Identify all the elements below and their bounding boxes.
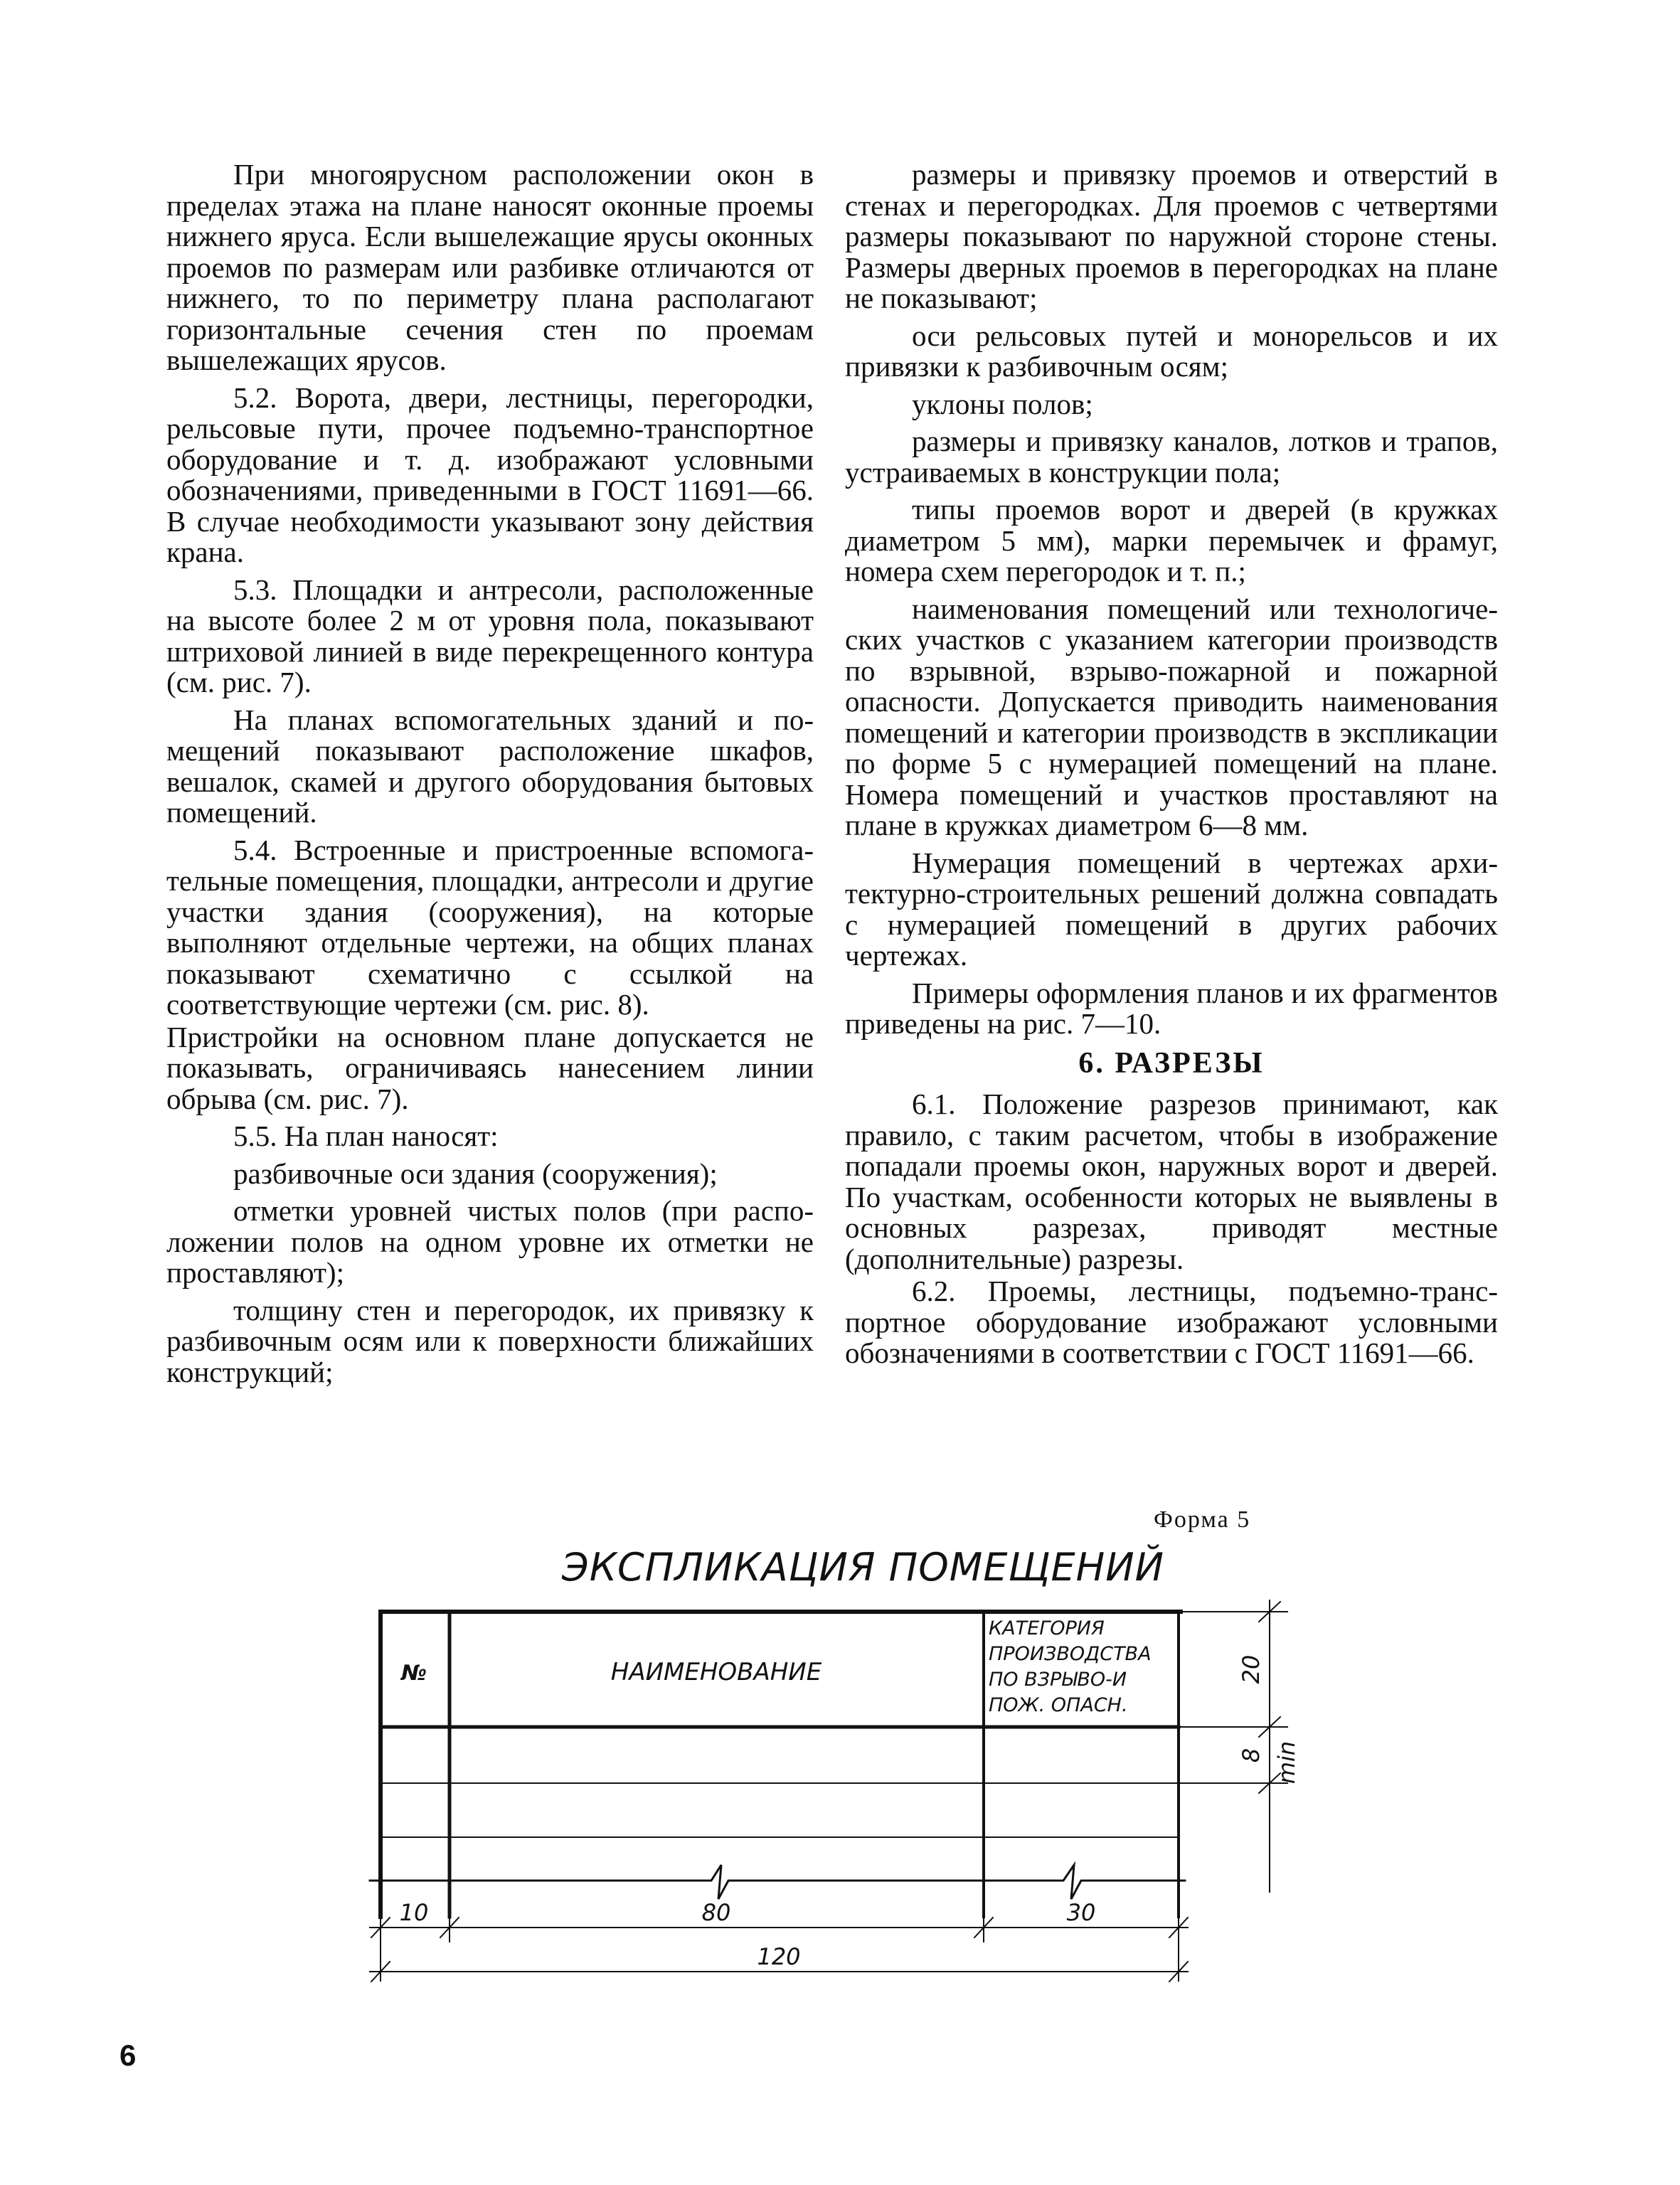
paragraph: 5.5. На план наносят:: [233, 1120, 499, 1152]
explication-table-drawing: [341, 1586, 1330, 1992]
dim-col-category: 30: [1066, 1899, 1096, 1926]
page-number: 6: [119, 2038, 137, 2072]
header-category-line: ПОЖ. ОПАСН.: [989, 1694, 1128, 1716]
paragraph: 6.1. Положение разрезов принимают, как правило, с таким расчетом, чтобы в изображение попадали проемы окон, наружных ворот и дверей. По участкам, особенности которых не выявлены в основных разрезах, приводят местные (дополнительные) разрезы.: [845, 1088, 1498, 1275]
paragraph: разбивочные оси здания (сооружения);: [233, 1157, 718, 1190]
paragraph: Нумерация помещений в чертежах архитектурно-строительных решений должна совпадать с нумерацией помещений в других рабочих чертежах.: [845, 846, 1498, 972]
dim-total-width: 120: [757, 1943, 801, 1970]
paragraph: размеры и привязку проемов и отверстий в стенах и перегородках. Для проемов с четвертями размеры показывают по наружной стороне стены. Размеры дверных проемов в перегородках на плане не показывают;: [845, 158, 1498, 314]
header-category-line: ПО ВЗРЫВО-И: [989, 1669, 1127, 1691]
paragraph: 6.2. Проемы, лестницы, подъемно-транспортное оборудование изображают условными обозначениями в соответствии с ГОСТ 11691—66.: [845, 1275, 1498, 1369]
header-number: №: [400, 1661, 427, 1686]
paragraph: толщину стен и перегородок, их привязку к разбивочным осям или к поверхности ближайших конструкций;: [166, 1293, 814, 1388]
paragraph: наименования помещений или технологических участков с указанием категории производств по взрывной, взрыво-пожарной и пожарной опасности. Допускается приводить наименования помещений и категории производств в экспликации по форме 5 с нумерацией помещений на плане. Номера помещений и участков проставляют на плане в кружках диаметром 6—8 мм.: [845, 592, 1498, 841]
paragraph: уклоны полов;: [912, 387, 1093, 420]
paragraph: оси рельсовых путей и монорельсов и их привязки к разбивочным осям;: [845, 319, 1498, 383]
header-category-line: ПРОИЗВОДСТВА: [989, 1643, 1152, 1665]
dim-col-name: 80: [701, 1899, 731, 1926]
dim-header-height: 20: [1238, 1654, 1265, 1684]
form-label: Форма 5: [1154, 1506, 1251, 1533]
paragraph: 5.3. Площадки и антресоли, расположенные на высоте более 2 м от уровня пола, показывают штриховой линией в виде перекрещенного контура (см. рис. 7).: [166, 573, 814, 698]
form-title: ЭКСПЛИКАЦИЯ ПОМЕЩЕНИЙ: [562, 1545, 1165, 1590]
paragraph: типы проемов ворот и дверей (в кружках диаметром 5 мм), марки перемычек и фрамуг, номера схем перегородок и т. п.;: [845, 493, 1498, 588]
right-text-column: [845, 159, 1498, 1376]
paragraph: Примеры оформления планов и их фрагментов приведены на рис. 7—10.: [845, 976, 1498, 1040]
paragraph: размеры и привязку каналов, лотков и трапов, устраиваемых в конструкции пола;: [845, 425, 1498, 489]
paragraph: При многоярусном расположении окон в пределах этажа на плане наносят оконные проемы нижнего яруса. Если вышележащие ярусы оконных проемов по размерам или разбивке отличаются от нижнего, то по периметру плана располагают горизонтальные сечения стен по проемам вышележащих ярусов.: [166, 158, 814, 376]
section-heading: 6. РАЗРЕЗЫ: [1078, 1046, 1265, 1080]
dim-row-height-note: min: [1273, 1740, 1300, 1785]
header-name: НАИМЕНОВАНИЕ: [610, 1658, 822, 1686]
header-category-line: КАТЕГОРИЯ: [989, 1617, 1105, 1639]
paragraph: Пристройки на основном плане допускается не показывать, ограничиваясь нанесением линии обрыва (см. рис. 7).: [166, 1020, 814, 1115]
paragraph: отметки уровней чистых полов (при расположении полов на одном уровне их отметки не проставляют);: [166, 1194, 814, 1289]
dim-col-number: 10: [399, 1899, 429, 1926]
dim-row-height: 8: [1238, 1748, 1265, 1763]
paragraph: 5.2. Ворота, двери, лестницы, перегородки, рельсовые пути, прочее подъемно-транспортное оборудование и т. д. изображают условными обозначениями, приведенными в ГОСТ 11691—66. В случае необходимости указывают зону действия крана.: [166, 381, 814, 568]
left-text-column: [166, 159, 814, 1394]
paragraph: 5.4. Встроенные и пристроенные вспомогательные помещения, площадки, антресоли и другие участки здания (сооружения), на которые выполняют отдельные чертежи, на общих планах показывают схематично с ссылкой на соответствующие чертежи (см. рис. 8).: [166, 833, 814, 1021]
paragraph: На планах вспомогательных зданий и помещений показывают расположение шкафов, вешалок, скамей и другого оборудования бытовых помещений.: [166, 703, 814, 829]
